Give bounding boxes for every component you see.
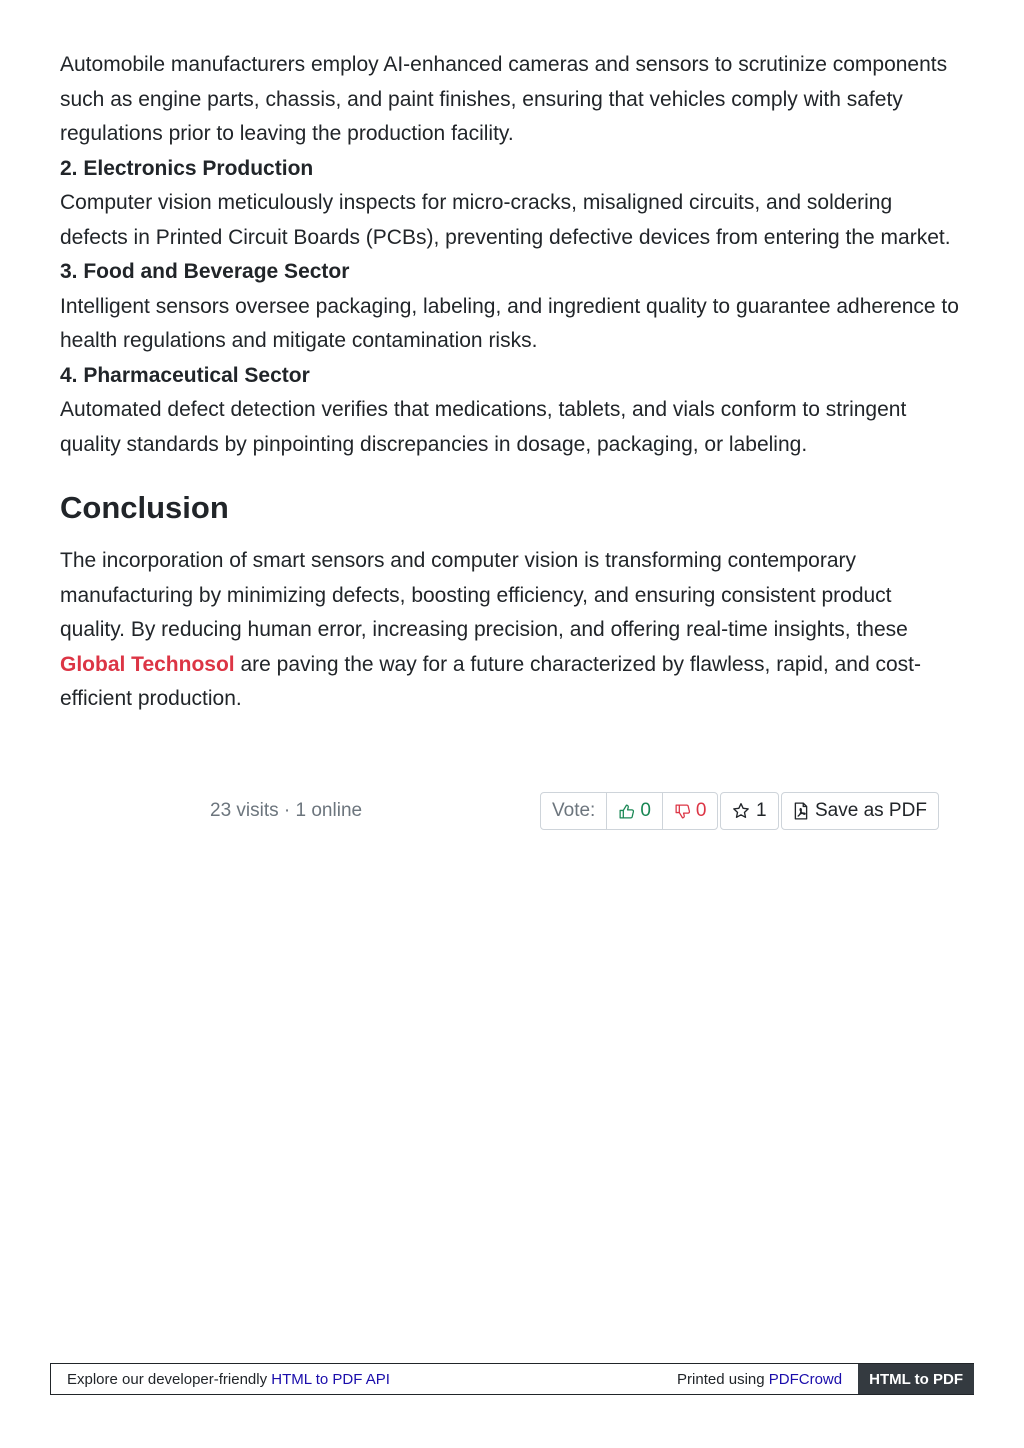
section-heading-pharma: 4. Pharmaceutical Sector bbox=[60, 363, 310, 387]
star-count: 1 bbox=[756, 800, 767, 821]
pdfcrowd-link[interactable]: PDFCrowd bbox=[768, 1370, 843, 1388]
vote-group bbox=[540, 792, 718, 830]
thumbs-up-icon bbox=[618, 803, 635, 820]
vote-label: Vote: bbox=[541, 793, 607, 829]
section-heading-electronics: 2. Electronics Production bbox=[60, 156, 314, 180]
brand-link[interactable]: Global Technosol bbox=[60, 652, 235, 676]
thumbs-down-icon bbox=[674, 803, 691, 820]
save-as-pdf-label: Save as PDF bbox=[815, 800, 927, 821]
article-content bbox=[60, 48, 960, 717]
footer-left-text: Explore our developer-friendly bbox=[67, 1370, 272, 1388]
footer-mid-text: Printed using bbox=[677, 1370, 769, 1388]
footer-middle bbox=[677, 1371, 858, 1388]
conclusion-paragraph bbox=[60, 544, 960, 717]
conclusion-text-end: are paving the way for a future characterized by flawless, rapid, and cost-efficient production. bbox=[60, 652, 921, 710]
upvote-button[interactable] bbox=[607, 793, 663, 829]
intro-paragraph: Automobile manufacturers employ AI-enhanced cameras and sensors to scrutinize components such as engine parts, chassis, and paint finishes, ensuring that vehicles comply with safety regulations prior to leaving the production facility. bbox=[60, 53, 948, 145]
downvote-count: 0 bbox=[695, 800, 707, 821]
pdf-file-icon bbox=[793, 802, 809, 820]
footer-left bbox=[51, 1371, 677, 1388]
conclusion-text-start: The incorporation of smart sensors and computer vision is transforming contemporary manufacturing by minimizing defects, boosting efficiency, and ensuring consistent product quality. By reducing human error, increasing precision, and offering real-time insights, these bbox=[60, 549, 908, 641]
downvote-button[interactable] bbox=[663, 793, 718, 829]
html-to-pdf-api-link[interactable]: HTML to PDF API bbox=[271, 1370, 390, 1388]
upvote-count: 0 bbox=[640, 800, 651, 821]
star-icon bbox=[732, 802, 750, 820]
conclusion-heading: Conclusion bbox=[60, 490, 229, 525]
visit-stats: 23 visits · 1 online bbox=[210, 800, 363, 821]
star-button[interactable] bbox=[720, 792, 779, 830]
html-to-pdf-badge[interactable]: HTML to PDF bbox=[858, 1364, 974, 1394]
section-body-electronics: Computer vision meticulously inspects for micro-cracks, misaligned circuits, and soldering defects in Printed Circuit Boards (PCBs), preventing defective devices from entering the market. bbox=[60, 191, 951, 249]
section-body-food: Intelligent sensors oversee packaging, labeling, and ingredient quality to guarantee adherence to health regulations and mitigate contamination risks. bbox=[60, 294, 959, 352]
section-body-pharma: Automated defect detection verifies that medications, tablets, and vials conform to stringent quality standards by pinpointing discrepancies in dosage, packaging, or labeling. bbox=[60, 398, 907, 456]
pdfcrowd-footer bbox=[50, 1363, 974, 1395]
section-heading-food: 3. Food and Beverage Sector bbox=[60, 260, 350, 283]
save-as-pdf-button[interactable] bbox=[781, 792, 939, 830]
